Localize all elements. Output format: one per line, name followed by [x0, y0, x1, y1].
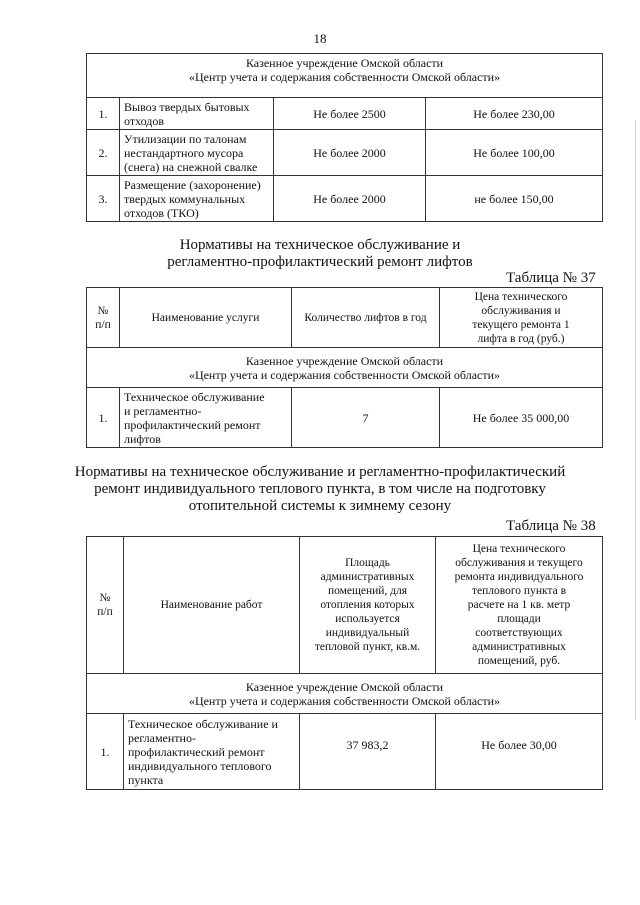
heading-line: Нормативы на техническое обслуживание и: [179, 237, 461, 253]
table-37: [86, 287, 603, 448]
row-qty: Не более 2000: [274, 130, 426, 176]
row-name: [120, 388, 292, 448]
section37-heading: [0, 237, 640, 271]
table-row: [87, 714, 603, 790]
row-num: 3.: [87, 176, 120, 222]
table-header-row: [87, 537, 603, 674]
table-row: [87, 388, 603, 448]
row-name: [120, 130, 274, 176]
org-header-cell: [87, 348, 603, 388]
row-name-line: регламентно-: [128, 730, 196, 745]
table-row: [87, 98, 603, 130]
header-line: Площадь: [345, 557, 390, 569]
heading-line: регламентно-профилактический ремонт лифтов: [167, 254, 473, 270]
scan-edge-line: [635, 120, 636, 720]
table-row: [87, 176, 603, 222]
header-line: соответствующих: [475, 627, 563, 639]
org-header-cell: [87, 54, 603, 98]
row-name-line: Техническое обслуживание: [124, 389, 265, 404]
header-line: обслуживания и текущего: [455, 557, 583, 569]
org-line1: Казенное учреждение Омской области: [245, 56, 444, 70]
header-line: теплового пункта в: [472, 585, 566, 597]
header-line: №: [97, 304, 109, 317]
row-name: [124, 714, 300, 790]
col-header-name: Наименование работ: [124, 537, 300, 674]
col-header-area: [300, 537, 436, 674]
heading-line: ремонт индивидуального теплового пункта, в том числе на подготовку: [94, 481, 546, 497]
row-name-line: профилактический ремонт: [128, 744, 265, 759]
row-name-line: нестандартного мусора: [124, 145, 244, 160]
row-num: 1.: [87, 714, 124, 790]
org-line1: Казенное учреждение Омской области: [245, 353, 444, 368]
table-waste: [86, 53, 603, 222]
row-qty: Не более 2500: [274, 98, 426, 130]
table-37-label: Таблица № 37: [506, 270, 596, 286]
header-line: п/п: [95, 318, 111, 331]
page-number: 18: [313, 31, 327, 46]
table-header-row: [87, 288, 603, 348]
header-line: используется: [335, 613, 400, 625]
row-name-line: пункта: [128, 772, 164, 787]
org-line2: «Центр учета и содержания собственности Омской области»: [188, 693, 501, 708]
header-line: лифта в год (руб.): [477, 332, 565, 345]
col-header-num: [87, 288, 120, 348]
header-line: Цена технического: [472, 543, 566, 555]
row-price: Не более 230,00: [426, 98, 603, 130]
header-line: Цена технического: [474, 290, 568, 303]
row-name-line: Вывоз твердых бытовых: [124, 99, 250, 114]
col-header-qty: Количество лифтов в год: [292, 288, 440, 348]
row-name-line: отходов (ТКО): [124, 205, 199, 220]
col-header-price: [436, 537, 603, 674]
row-name-line: отходов: [124, 113, 165, 128]
header-line: тепловой пункт, кв.м.: [314, 641, 421, 653]
row-price: не более 150,00: [426, 176, 603, 222]
header-line: обслуживания и: [481, 304, 561, 317]
row-price: Не более 30,00: [436, 714, 603, 790]
row-num: 1.: [87, 388, 120, 448]
row-name-line: Размещение (захоронение): [124, 177, 261, 192]
row-name: [120, 176, 274, 222]
header-line: административных: [320, 571, 415, 583]
header-line: №: [99, 592, 111, 604]
org-line2: «Центр учета и содержания собственности Омской области»: [188, 70, 501, 84]
row-name-line: лифтов: [124, 431, 161, 446]
header-line: площади: [497, 613, 541, 625]
heading-line: Нормативы на техническое обслуживание и регламентно-профилактический: [74, 464, 566, 480]
table-38: [86, 536, 603, 790]
row-name-line: Утилизации по талонам: [124, 131, 247, 146]
row-price: Не более 100,00: [426, 130, 603, 176]
section38-heading: [0, 464, 640, 515]
header-line: помещений, для: [327, 585, 408, 597]
org-line1: Казенное учреждение Омской области: [245, 679, 444, 694]
col-header-num: [87, 537, 124, 674]
row-qty: 7: [292, 388, 440, 448]
header-line: расчете на 1 кв. метр: [467, 599, 571, 611]
row-num: 2.: [87, 130, 120, 176]
table-38-label: Таблица № 38: [506, 518, 596, 534]
row-name-line: индивидуального теплового: [128, 758, 272, 773]
row-name: [120, 98, 274, 130]
row-name-line: (снега) на снежной свалке: [124, 159, 258, 174]
header-line: ремонта индивидуального: [454, 571, 584, 583]
header-line: административных: [472, 641, 566, 653]
header-line: отопления которых: [320, 599, 415, 611]
row-num: 1.: [87, 98, 120, 130]
row-name-line: профилактический ремонт: [124, 417, 261, 432]
org-line2: «Центр учета и содержания собственности Омской области»: [188, 367, 501, 382]
col-header-price: [440, 288, 603, 348]
row-name-line: Техническое обслуживание и: [128, 716, 278, 731]
row-name-line: твердых коммунальных: [124, 191, 246, 206]
header-line: текущего ремонта 1: [472, 318, 570, 331]
row-qty: Не более 2000: [274, 176, 426, 222]
row-area: 37 983,2: [300, 714, 436, 790]
header-line: индивидуальный: [325, 627, 410, 639]
header-line: помещений, руб.: [477, 655, 561, 667]
row-name-line: и регламентно-: [124, 403, 202, 418]
heading-line: отопительной системы к зимнему сезону: [188, 498, 452, 514]
org-header-cell: [87, 674, 603, 714]
header-line: п/п: [97, 606, 113, 618]
table-row: [87, 130, 603, 176]
col-header-name: Наименование услуги: [120, 288, 292, 348]
row-price: Не более 35 000,00: [440, 388, 603, 448]
